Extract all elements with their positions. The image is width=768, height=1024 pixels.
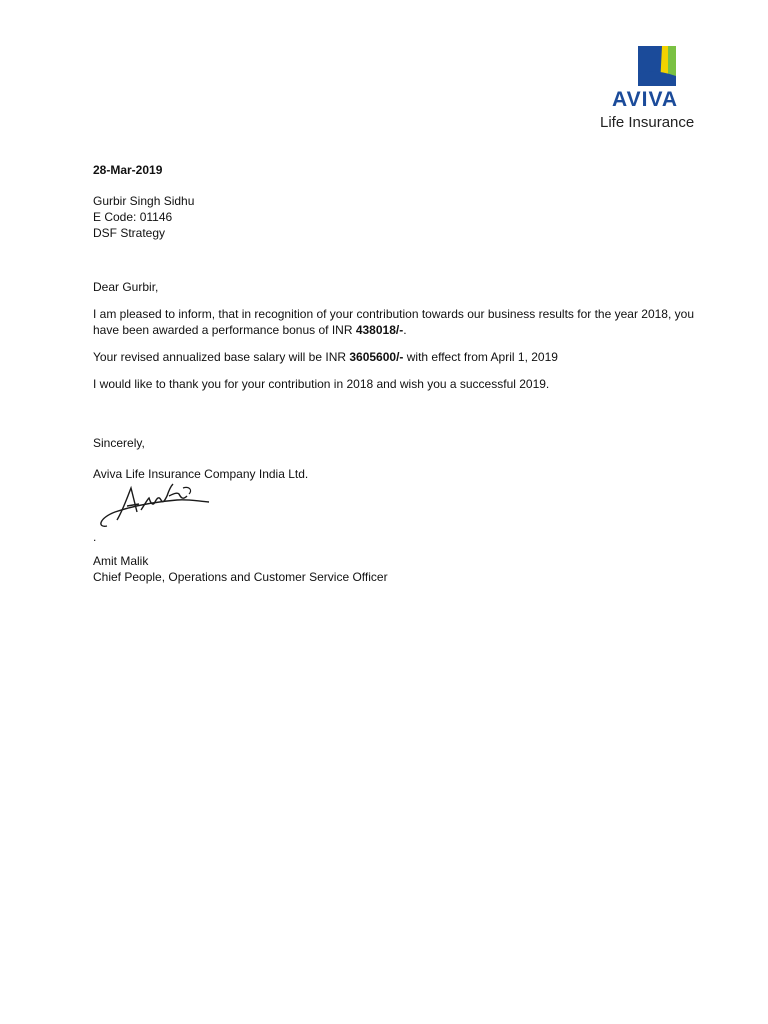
salary-prefix: Your revised annualized base salary will be INR bbox=[93, 350, 350, 364]
separator-dot: . bbox=[93, 530, 97, 544]
salary-suffix: with effect from April 1, 2019 bbox=[403, 350, 558, 364]
company-logo bbox=[598, 46, 718, 134]
salary-amount: 3605600/- bbox=[349, 350, 404, 364]
paragraph-thanks: I would like to thank you for your contribution in 2018 and wish you a successful 2019. bbox=[93, 377, 550, 391]
aviva-mark-icon bbox=[638, 46, 676, 86]
letter-date: 28-Mar-2019 bbox=[93, 163, 163, 177]
bonus-text: I am pleased to inform, that in recognition of your contribution towards our business results for the year 2018, you have been awarded a performance bonus of INR bbox=[93, 307, 694, 337]
paragraph-salary bbox=[93, 349, 558, 365]
recipient-name: Gurbir Singh Sidhu bbox=[93, 194, 195, 208]
paragraph-bonus bbox=[93, 306, 718, 338]
recipient-department: DSF Strategy bbox=[93, 226, 166, 240]
recipient-ecode: E Code: 01146 bbox=[93, 210, 173, 224]
signature-image bbox=[93, 482, 219, 534]
logo-subtitle: Life Insurance bbox=[600, 114, 695, 131]
salutation: Dear Gurbir, bbox=[93, 280, 159, 294]
closing: Sincerely, bbox=[93, 436, 145, 450]
bonus-amount: 438018/- bbox=[355, 323, 404, 337]
signatory-title: Chief People, Operations and Customer Service Officer bbox=[93, 570, 388, 584]
bonus-suffix: . bbox=[403, 323, 407, 337]
company-name: Aviva Life Insurance Company India Ltd. bbox=[93, 467, 309, 481]
signatory-name: Amit Malik bbox=[93, 554, 149, 568]
logo-wordmark: AVIVA bbox=[612, 88, 679, 111]
